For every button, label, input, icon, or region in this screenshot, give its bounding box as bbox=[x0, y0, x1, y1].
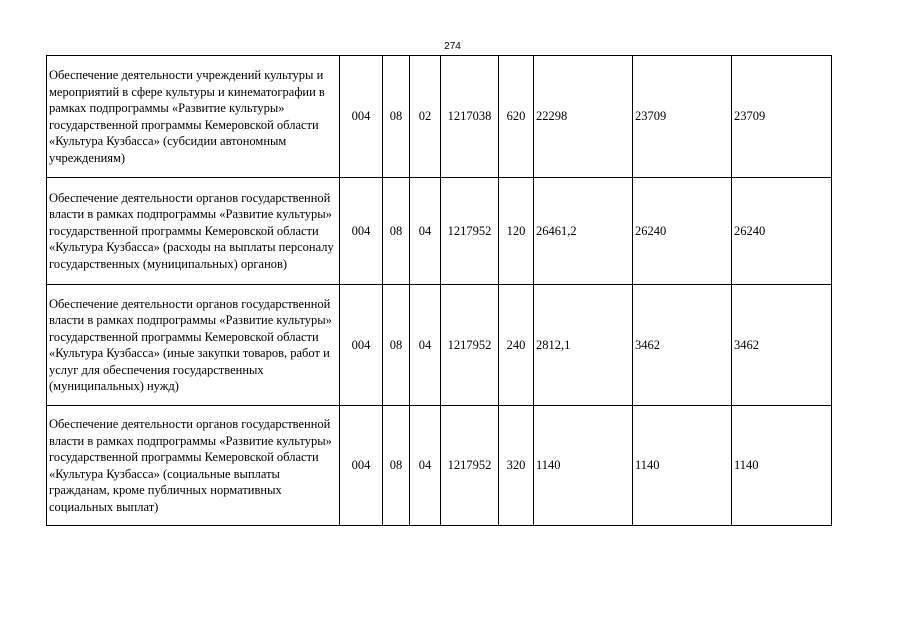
target-article-code: 1217952 bbox=[441, 285, 499, 406]
expense-type-code: 120 bbox=[499, 178, 534, 285]
ministry-code: 004 bbox=[340, 285, 383, 406]
page-number: 274 bbox=[444, 41, 461, 52]
amount-year-2: 26240 bbox=[633, 178, 732, 285]
expense-type-code: 320 bbox=[499, 406, 534, 526]
table-row bbox=[47, 178, 832, 285]
amount-year-1: 22298 bbox=[534, 56, 633, 178]
budget-table bbox=[46, 55, 832, 526]
table-row bbox=[47, 406, 832, 526]
amount-year-3: 1140 bbox=[732, 406, 832, 526]
table-row bbox=[47, 56, 832, 178]
ministry-code: 004 bbox=[340, 406, 383, 526]
target-article-code: 1217952 bbox=[441, 406, 499, 526]
section-code: 08 bbox=[383, 285, 410, 406]
amount-year-1: 26461,2 bbox=[534, 178, 633, 285]
subsection-code: 04 bbox=[410, 178, 441, 285]
amount-year-2: 3462 bbox=[633, 285, 732, 406]
target-article-code: 1217952 bbox=[441, 178, 499, 285]
section-code: 08 bbox=[383, 56, 410, 178]
ministry-code: 004 bbox=[340, 56, 383, 178]
amount-year-1: 1140 bbox=[534, 406, 633, 526]
section-code: 08 bbox=[383, 406, 410, 526]
amount-year-2: 1140 bbox=[633, 406, 732, 526]
table-row bbox=[47, 285, 832, 406]
expense-type-code: 240 bbox=[499, 285, 534, 406]
subsection-code: 04 bbox=[410, 285, 441, 406]
subsection-code: 04 bbox=[410, 406, 441, 526]
ministry-code: 004 bbox=[340, 178, 383, 285]
expense-type-code: 620 bbox=[499, 56, 534, 178]
amount-year-1: 2812,1 bbox=[534, 285, 633, 406]
target-article-code: 1217038 bbox=[441, 56, 499, 178]
amount-year-3: 23709 bbox=[732, 56, 832, 178]
amount-year-3: 3462 bbox=[732, 285, 832, 406]
section-code: 08 bbox=[383, 178, 410, 285]
amount-year-2: 23709 bbox=[633, 56, 732, 178]
row-description: Обеспечение деятельности органов государственной власти в рамках подпрограммы «Развитие культуры» государственной программы Кемеровской области «Культура Кузбасса» (иные закупки товаров, работ и услуг для обеспечения государственных (муниципальных) нужд) bbox=[47, 285, 340, 406]
row-description: Обеспечение деятельности учреждений культуры и мероприятий в сфере культуры и кинематографии в рамках подпрограммы «Развитие культуры» государственной программы Кемеровской области «Культура Кузбасса» (субсидии автономным учреждениям) bbox=[47, 56, 340, 178]
amount-year-3: 26240 bbox=[732, 178, 832, 285]
subsection-code: 02 bbox=[410, 56, 441, 178]
row-description: Обеспечение деятельности органов государственной власти в рамках подпрограммы «Развитие культуры» государственной программы Кемеровской области «Культура Кузбасса» (социальные выплаты гражданам, кроме публичных нормативных социальных выплат) bbox=[47, 406, 340, 526]
row-description: Обеспечение деятельности органов государственной власти в рамках подпрограммы «Развитие культуры» государственной программы Кемеровской области «Культура Кузбасса» (расходы на выплаты персоналу государственных (муниципальных) органов) bbox=[47, 178, 340, 285]
